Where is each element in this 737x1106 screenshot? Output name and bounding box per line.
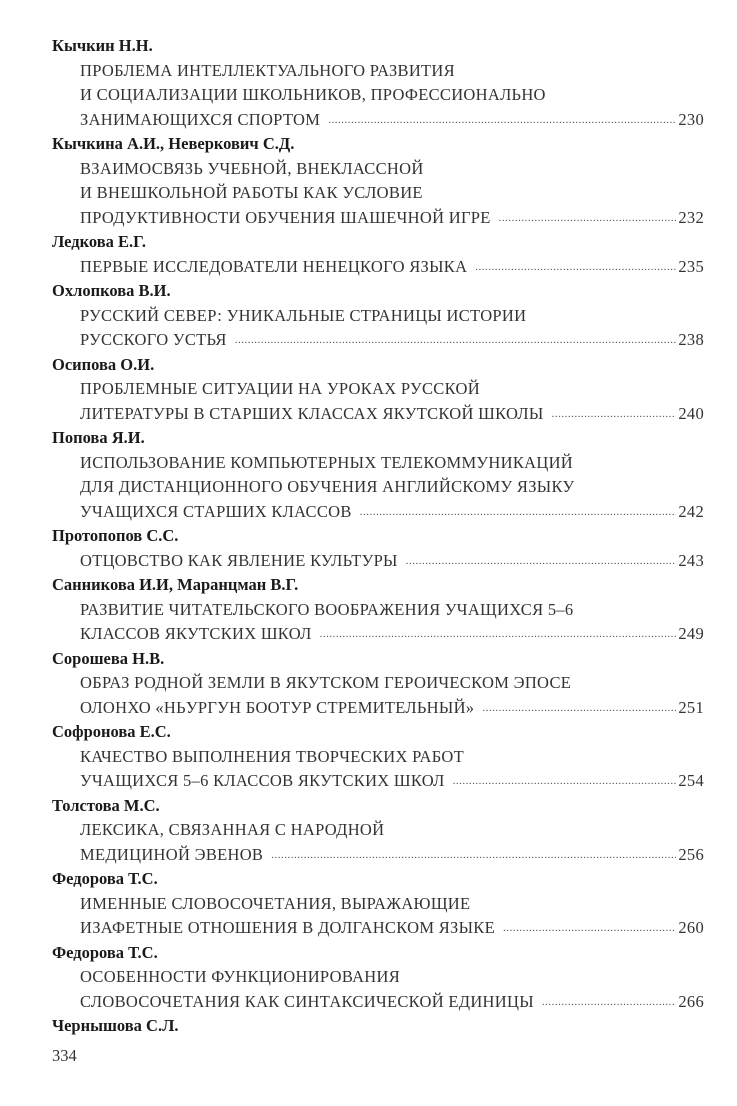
toc-entry <box>52 1014 704 1039</box>
toc-entry <box>52 794 704 868</box>
entry-author: Сорошева Н.В. <box>52 648 165 668</box>
entry-title-line <box>52 83 704 108</box>
toc-entry <box>52 524 704 573</box>
title-text: ИЗАФЕТНЫЕ ОТНОШЕНИЯ В ДОЛГАНСКОМ ЯЗЫКЕ <box>80 918 495 937</box>
dot-leader <box>406 549 677 574</box>
title-text: ВЗАИМОСВЯЗЬ УЧЕБНОЙ, ВНЕКЛАССНОЙ <box>80 158 424 178</box>
dot-leader <box>271 843 676 868</box>
entry-page-number: 254 <box>678 771 704 790</box>
title-text: ДЛЯ ДИСТАНЦИОННОГО ОБУЧЕНИЯ АНГЛИЙСКОМУ ЯЗЫКУ <box>80 477 575 496</box>
toc-entry <box>52 426 704 524</box>
toc-entry <box>52 34 704 132</box>
entry-title-line <box>52 549 704 574</box>
dot-leader <box>475 255 676 280</box>
title-text: ПЕРВЫЕ ИССЛЕДОВАТЕЛИ НЕНЕЦКОГО ЯЗЫКА <box>80 256 468 276</box>
entry-author: Санникова И.И, Маранцман В.Г. <box>52 575 299 594</box>
title-text: ЛЕКСИКА, СВЯЗАННАЯ С НАРОДНОЙ <box>80 820 385 839</box>
toc-entry <box>52 279 704 353</box>
title-text: СЛОВОСОЧЕТАНИЯ КАК СИНТАКСИЧЕСКОЙ ЕДИНИЦЫ <box>80 991 534 1011</box>
entry-title-line <box>52 59 704 84</box>
table-of-contents <box>52 34 704 1039</box>
toc-entry <box>52 941 704 1015</box>
entry-title-line <box>52 622 704 647</box>
toc-entry <box>52 647 704 721</box>
entry-author: Федорова Т.С. <box>52 942 158 962</box>
entry-author: Федорова Т.С. <box>52 869 158 888</box>
toc-entry <box>52 720 704 794</box>
entry-title-line <box>52 843 704 868</box>
entry-page-number: 235 <box>678 256 704 276</box>
entry-author: Чернышова С.Л. <box>52 1016 179 1035</box>
entry-title-line <box>52 475 704 500</box>
title-text: ПРОБЛЕМА ИНТЕЛЛЕКТУАЛЬНОГО РАЗВИТИЯ <box>80 60 455 80</box>
title-text: КЛАССОВ ЯКУТСКИХ ШКОЛ <box>80 624 312 643</box>
title-text: КАЧЕСТВО ВЫПОЛНЕНИЯ ТВОРЧЕСКИХ РАБОТ <box>80 746 464 766</box>
entry-author: Ледкова Е.Г. <box>52 232 146 251</box>
entry-page-number: 242 <box>678 501 704 521</box>
toc-entry <box>52 353 704 427</box>
entry-author: Охлопкова В.И. <box>52 281 171 300</box>
entry-page-number: 232 <box>678 207 704 227</box>
entry-title-line <box>52 892 704 917</box>
entry-page-number: 240 <box>678 403 704 423</box>
title-text: ОБРАЗ РОДНОЙ ЗЕМЛИ В ЯКУТСКОМ ГЕРОИЧЕСКОМ ЭПОСЕ <box>80 673 572 692</box>
entry-author: Кычкина А.И., Неверкович С.Д. <box>52 134 295 153</box>
title-text: РАЗВИТИЕ ЧИТАТЕЛЬСКОГО ВООБРАЖЕНИЯ УЧАЩИХСЯ 5–6 <box>80 599 574 619</box>
entry-title-line <box>52 328 704 353</box>
entry-page-number: 249 <box>678 624 704 643</box>
entry-author: Кычкин Н.Н. <box>52 36 153 55</box>
dot-leader <box>320 622 677 647</box>
title-text: ИСПОЛЬЗОВАНИЕ КОМПЬЮТЕРНЫХ ТЕЛЕКОММУНИКАЦИЙ <box>80 452 574 472</box>
dot-leader <box>499 206 677 231</box>
entry-author: Толстова М.С. <box>52 795 160 815</box>
dot-leader <box>328 108 676 133</box>
entry-title-line <box>52 206 704 231</box>
toc-entry <box>52 132 704 230</box>
page-number: 334 <box>52 1046 77 1065</box>
entry-title-line <box>52 769 704 794</box>
dot-leader <box>503 916 676 941</box>
title-text: ОСОБЕННОСТИ ФУНКЦИОНИРОВАНИЯ <box>80 967 401 986</box>
entry-page-number: 260 <box>678 918 704 937</box>
entry-title-line <box>52 304 704 329</box>
title-text: ЛИТЕРАТУРЫ В СТАРШИХ КЛАССАХ ЯКУТСКОЙ ШКОЛЫ <box>80 403 544 423</box>
entry-author: Софронова Е.С. <box>52 722 171 741</box>
entry-title-line <box>52 108 704 133</box>
entry-title-line <box>52 451 704 476</box>
entry-title-line <box>52 671 704 696</box>
title-text: РУССКИЙ СЕВЕР: УНИКАЛЬНЫЕ СТРАНИЦЫ ИСТОРИИ <box>80 305 527 325</box>
dot-leader <box>453 769 677 794</box>
title-text: УЧАЩИХСЯ СТАРШИХ КЛАССОВ <box>80 501 352 521</box>
entry-page-number: 256 <box>678 844 704 864</box>
entry-title-line <box>52 818 704 843</box>
title-text: ИМЕННЫЕ СЛОВОСОЧЕТАНИЯ, ВЫРАЖАЮЩИЕ <box>80 893 471 913</box>
title-text: ОТЦОВСТВО КАК ЯВЛЕНИЕ КУЛЬТУРЫ <box>80 550 398 570</box>
entry-title-line <box>52 255 704 280</box>
title-text: ПРОДУКТИВНОСТИ ОБУЧЕНИЯ ШАШЕЧНОЙ ИГРЕ <box>80 207 491 227</box>
title-text: РУССКОГО УСТЬЯ <box>80 330 227 349</box>
title-text: ОЛОНХО «НЬУРГУН БООТУР СТРЕМИТЕЛЬНЫЙ» <box>80 697 475 717</box>
title-text: ЗАНИМАЮЩИХСЯ СПОРТОМ <box>80 109 321 129</box>
entry-page-number: 238 <box>678 330 704 349</box>
dot-leader <box>360 500 677 525</box>
title-text: УЧАЩИХСЯ 5–6 КЛАССОВ ЯКУТСКИХ ШКОЛ <box>80 771 445 790</box>
title-text: И СОЦИАЛИЗАЦИИ ШКОЛЬНИКОВ, ПРОФЕССИОНАЛЬНО <box>80 85 546 104</box>
entry-page-number: 230 <box>678 109 704 129</box>
entry-page-number: 266 <box>678 991 704 1011</box>
entry-title-line <box>52 696 704 721</box>
entry-title-line <box>52 157 704 182</box>
entry-title-line <box>52 745 704 770</box>
entry-title-line <box>52 990 704 1015</box>
entry-title-line <box>52 598 704 623</box>
entry-title-line <box>52 402 704 427</box>
title-text: ПРОБЛЕМНЫЕ СИТУАЦИИ НА УРОКАХ РУССКОЙ <box>80 379 480 398</box>
entry-title-line <box>52 965 704 990</box>
title-text: И ВНЕШКОЛЬНОЙ РАБОТЫ КАК УСЛОВИЕ <box>80 183 423 202</box>
entry-page-number: 243 <box>678 550 704 570</box>
entry-author: Осипова О.И. <box>52 354 155 374</box>
toc-entry <box>52 230 704 279</box>
dot-leader <box>552 402 677 427</box>
entry-title-line <box>52 916 704 941</box>
dot-leader <box>235 328 677 353</box>
entry-title-line <box>52 500 704 525</box>
entry-author: Протопопов С.С. <box>52 526 179 545</box>
title-text: МЕДИЦИНОЙ ЭВЕНОВ <box>80 844 264 864</box>
dot-leader <box>542 990 676 1015</box>
entry-title-line <box>52 181 704 206</box>
toc-entry <box>52 573 704 647</box>
entry-page-number: 251 <box>678 697 704 717</box>
dot-leader <box>482 696 676 721</box>
entry-title-line <box>52 377 704 402</box>
toc-entry <box>52 867 704 941</box>
entry-author: Попова Я.И. <box>52 428 145 447</box>
